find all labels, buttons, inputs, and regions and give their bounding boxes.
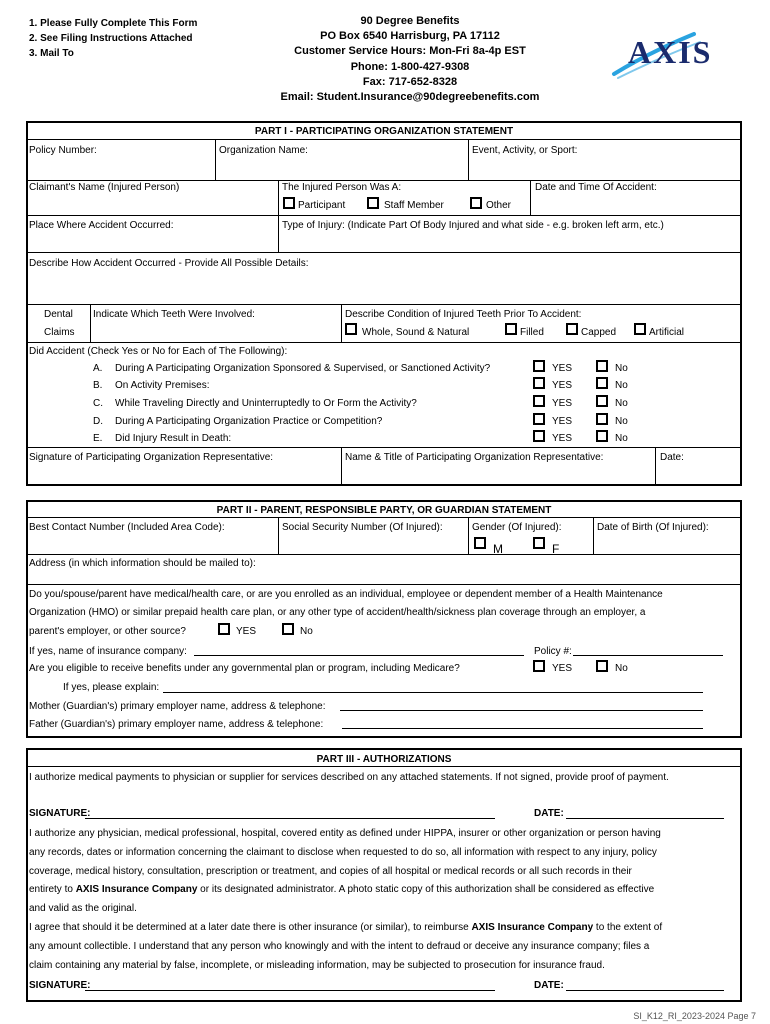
authorization-3-line2: any amount collectible. I understand that any person who knowingly and with the intent to defraud or deceive any insurance company; files a	[29, 941, 650, 952]
yes-label: YES	[552, 363, 573, 374]
filled-checkbox[interactable]	[505, 323, 517, 335]
company-name-label: If yes, name of insurance company:	[29, 646, 187, 657]
mother-employer-label: Mother (Guardian's) primary employer name, address & telephone:	[29, 701, 326, 712]
yes-label: YES	[552, 416, 573, 427]
female-checkbox[interactable]	[533, 537, 545, 549]
plan-no-label: No	[300, 626, 313, 637]
question-letter: C.	[93, 398, 103, 409]
part2-title: PART II - PARENT, RESPONSIBLE PARTY, OR GUARDIAN STATEMENT	[216, 505, 552, 516]
explain-field[interactable]	[163, 692, 703, 693]
date-1-field[interactable]	[566, 818, 724, 819]
type-injury-label: Type of Injury: (Indicate Part Of Body Injured and what side - e.g. broken left arm, etc.)	[282, 220, 664, 231]
question-letter: E.	[93, 433, 103, 444]
date-2-label: DATE:	[534, 980, 564, 991]
claims-label: Claims	[44, 327, 75, 338]
other-checkbox[interactable]	[470, 197, 482, 209]
fax-number: Fax: 717-652-8328	[362, 75, 458, 88]
authorization-2-line3: coverage, medical history, consultation, prescription or treatment, and copies of all hospital or medical records or all such records in their	[29, 866, 632, 877]
instruction-2: 2. See Filing Instructions Attached	[29, 33, 193, 44]
question-letter: B.	[93, 380, 103, 391]
staff-member-label: Staff Member	[384, 200, 444, 211]
no-label: No	[615, 416, 628, 427]
signature-1-label: SIGNATURE:	[29, 808, 91, 819]
plan-question-line1: Do you/spouse/parent have medical/health care, or are you enrolled as an individual, employee or dependent member of a Health Maintenance	[29, 589, 663, 600]
no-checkbox[interactable]	[596, 377, 608, 389]
organization-name-label: Organization Name:	[219, 145, 308, 156]
claimant-name-label: Claimant's Name (Injured Person)	[29, 182, 180, 193]
no-checkbox[interactable]	[596, 413, 608, 425]
question-text: While Traveling Directly and Uninterruptedly to Or Form the Activity?	[115, 398, 417, 409]
company-address: PO Box 6540 Harrisburg, PA 17112	[320, 30, 500, 43]
name-title-rep-label: Name & Title of Participating Organization Representative:	[345, 452, 604, 463]
yes-label: YES	[552, 433, 573, 444]
axis-logo	[610, 22, 715, 84]
no-checkbox[interactable]	[596, 430, 608, 442]
explain-label: If yes, please explain:	[63, 682, 160, 693]
rep-date-label: Date:	[660, 452, 684, 463]
event-field[interactable]	[469, 140, 740, 180]
question-text: Did Injury Result in Death:	[115, 433, 232, 444]
participant-label: Participant	[298, 200, 346, 211]
policy-number-label: Policy Number:	[29, 145, 97, 156]
yes-checkbox[interactable]	[533, 395, 545, 407]
yes-label: YES	[552, 380, 573, 391]
dental-label: Dental	[44, 309, 73, 320]
capped-label: Capped	[581, 327, 617, 338]
whole-checkbox[interactable]	[345, 323, 357, 335]
question-letter: D.	[93, 416, 103, 427]
participant-checkbox[interactable]	[283, 197, 295, 209]
ssn-label: Social Security Number (Of Injured):	[282, 522, 443, 533]
question-text: During A Participating Organization Practice or Competition?	[115, 416, 383, 427]
signature-1-field[interactable]	[85, 818, 495, 819]
filled-label: Filled	[520, 327, 544, 338]
male-label: M	[493, 542, 503, 556]
policy-label: Policy #:	[534, 646, 572, 657]
artificial-label: Artificial	[649, 327, 685, 338]
contact-label: Best Contact Number (Included Area Code):	[29, 522, 225, 533]
gender-label: Gender (Of Injured):	[472, 522, 562, 533]
male-checkbox[interactable]	[474, 537, 486, 549]
dob-label: Date of Birth (Of Injured):	[597, 522, 709, 533]
artificial-checkbox[interactable]	[634, 323, 646, 335]
father-employer-label: Father (Guardian's) primary employer name, address & telephone:	[29, 719, 324, 730]
authorization-2-line1: I authorize any physician, medical professional, hospital, covered entity as defined under HIPPA, insurer or other organization or person having	[29, 828, 661, 839]
signature-2-label: SIGNATURE:	[29, 980, 91, 991]
eligible-no-label: No	[615, 663, 628, 674]
no-checkbox[interactable]	[596, 395, 608, 407]
condition-label: Describe Condition of Injured Teeth Prior To Accident:	[345, 309, 582, 320]
policy-field[interactable]	[573, 655, 723, 656]
company-name-field[interactable]	[194, 655, 524, 656]
policy-number-field[interactable]	[28, 140, 214, 180]
question-text: On Activity Premises:	[115, 380, 210, 391]
service-hours: Customer Service Hours: Mon-Fri 8a-4p EST	[294, 45, 526, 58]
no-label: No	[615, 363, 628, 374]
father-employer-field[interactable]	[342, 728, 703, 729]
plan-question-line2: Organization (HMO) or similar prepaid health care plan, or any other type of accident/health/sickness plan coverage through an employer, a	[29, 607, 646, 618]
logo-text: AXIS	[628, 34, 713, 70]
header-instructions	[29, 16, 197, 61]
eligible-label: Are you eligible to receive benefits under any governmental plan or program, including Medicare?	[29, 663, 460, 674]
signature-2-field[interactable]	[85, 990, 495, 991]
email-address: Email: Student.Insurance@90degreebenefits.com	[280, 91, 540, 104]
eligible-yes-label: YES	[552, 663, 573, 674]
authorization-1: I authorize medical payments to physician or supplier for services described on any attached statements. If not signed, provide proof of payment.	[29, 772, 669, 783]
did-accident-label: Did Accident (Check Yes or No for Each of The Following):	[29, 346, 288, 357]
question-letter: A.	[93, 363, 103, 374]
yes-checkbox[interactable]	[533, 377, 545, 389]
plan-yes-label: YES	[236, 626, 257, 637]
plan-question-line3: parent's employer, or other source?	[29, 626, 186, 637]
eligible-yes-checkbox[interactable]	[533, 660, 545, 672]
no-label: No	[615, 433, 628, 444]
phone-number: Phone: 1-800-427-9308	[350, 60, 470, 73]
instruction-3: 3. Mail To	[29, 48, 74, 59]
whole-label: Whole, Sound & Natural	[362, 327, 470, 338]
signature-rep-label: Signature of Participating Organization Representative:	[29, 452, 274, 463]
event-label: Event, Activity, or Sport:	[472, 145, 578, 156]
teeth-label: Indicate Which Teeth Were Involved:	[93, 309, 255, 320]
part3-title: PART III - AUTHORIZATIONS	[316, 754, 452, 765]
other-label: Other	[486, 200, 512, 211]
question-text: During A Participating Organization Sponsored & Supervised, or Sanctioned Activity?	[115, 363, 491, 374]
authorization-3-line1: I agree that should it be determined at a later date there is other insurance (or similar), to reimburse AXIS Insurance Company to the extent of	[29, 922, 663, 933]
mother-employer-field[interactable]	[340, 710, 703, 711]
place-label: Place Where Accident Occurred:	[29, 220, 174, 231]
company-name: 90 Degree Benefits	[360, 15, 460, 27]
instruction-1: 1. Please Fully Complete This Form	[29, 18, 198, 29]
axis-company-name: AXIS Insurance Company	[471, 922, 594, 933]
date-time-label: Date and Time Of Accident:	[535, 182, 657, 193]
no-label: No	[615, 398, 628, 409]
part1-title: PART I - PARTICIPATING ORGANIZATION STATEMENT	[254, 126, 514, 137]
date-2-field[interactable]	[566, 990, 724, 991]
authorization-2-line4: entirety to AXIS Insurance Company or its designated administrator. A photo static copy of this authorization shall be considered as effective	[29, 884, 655, 895]
authorization-2-line2: any records, dates or information concerning the claimant to disclose when requested to do so, all information with respect to any injury, policy	[29, 847, 657, 858]
yes-checkbox[interactable]	[533, 430, 545, 442]
plan-no-checkbox[interactable]	[282, 623, 294, 635]
header-contact	[230, 14, 590, 105]
injured-was-label: The Injured Person Was A:	[282, 182, 402, 193]
no-checkbox[interactable]	[596, 360, 608, 372]
capped-checkbox[interactable]	[566, 323, 578, 335]
footer-page-id: SI_K12_RI_2023-2024 Page 7	[633, 1011, 756, 1021]
date-1-label: DATE:	[534, 808, 564, 819]
yes-checkbox[interactable]	[533, 413, 545, 425]
female-label: F	[552, 542, 560, 556]
describe-label: Describe How Accident Occurred - Provide All Possible Details:	[29, 258, 309, 269]
eligible-no-checkbox[interactable]	[596, 660, 608, 672]
authorization-3-line3: claim containing any material by false, incomplete, or misleading information, may be subjected to prosecution for insurance fraud.	[29, 960, 605, 971]
yes-checkbox[interactable]	[533, 360, 545, 372]
organization-name-field[interactable]	[216, 140, 467, 180]
plan-yes-checkbox[interactable]	[218, 623, 230, 635]
staff-member-checkbox[interactable]	[367, 197, 379, 209]
no-label: No	[615, 380, 628, 391]
axis-company-name: AXIS Insurance Company	[75, 884, 198, 895]
yes-label: YES	[552, 398, 573, 409]
authorization-2-line5: and valid as the original.	[29, 903, 137, 914]
mailing-address-label: Address (in which information should be mailed to):	[29, 558, 256, 569]
